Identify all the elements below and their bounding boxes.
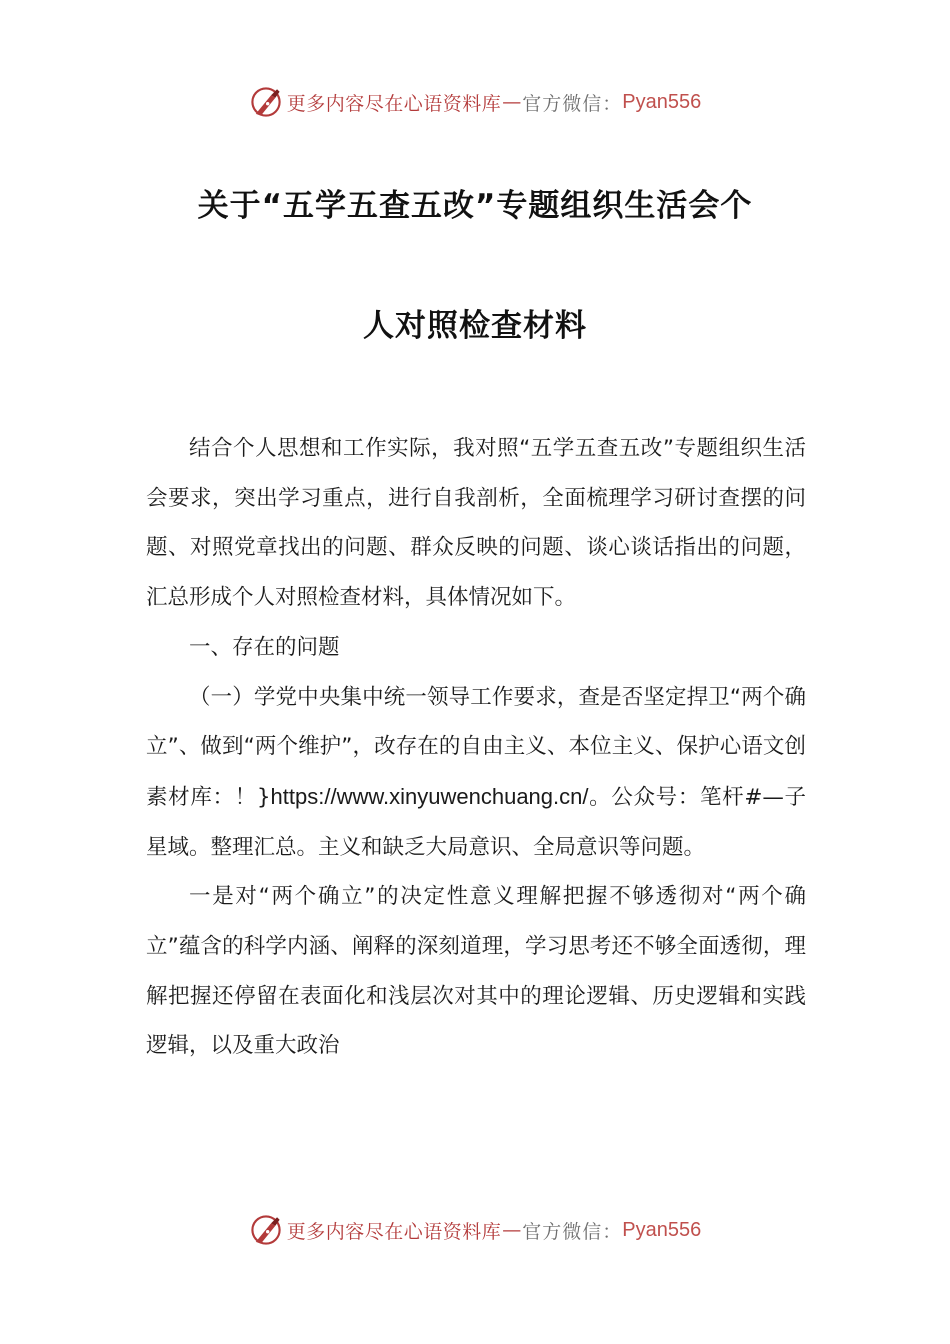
watermark-subtitle: 官方微信： [522,92,623,115]
watermark-subtitle: 官方微信： [522,1220,623,1243]
pen-nib-logo-icon [249,1213,283,1247]
item-1-text-part-1: （一）学党中央集中统一领导工作要求，查是否坚定捍卫“两个确立”、做到“两个维护”，改存在的自由主义、本位主义、保护心语文创素材库：！} [146,684,806,810]
watermark-wechat-id: Pyan556 [622,90,702,113]
item-1-paragraph [146,673,806,873]
pen-nib-logo-icon [249,85,283,119]
item-1-text-part-2: 。公众号：笔杆#—子星域。整理汇总。主义和缺乏大局意识、全局意识等问题。 [146,784,807,860]
intro-paragraph: 结合个人思想和工作实际，我对照“五学五查五改”专题组织生活会要求，突出学习重点，进行自我剖析，全面梳理学习研讨查摆的问题、对照党章找出的问题、群众反映的问题、谈心谈话指出的问题，汇总形成个人对照检查材料，具体情况如下。 [146,436,806,611]
header-watermark [0,82,950,122]
section-heading-problems: 一、存在的问题 [189,634,340,660]
document-body [146,424,806,1071]
document-title-line-2: 人对照检查材料 [363,308,587,344]
watermark-dash: — [502,91,522,113]
watermark-title: 更多内容尽在心语资料库 [286,92,502,115]
watermark-wechat-id: Pyan556 [622,1218,702,1241]
watermark-dash: — [502,1219,522,1241]
watermark-title: 更多内容尽在心语资料库 [286,1220,502,1243]
point-1-paragraph: 一是对“两个确立”的决定性意义理解把握不够透彻对“两个确立”蕴含的科学内涵、阐释的深刻道理，学习思考还不够全面透彻，理解把握还停留在表面化和浅层次对其中的理论逻辑、历史逻辑和实践逻辑，以及重大政治 [146,884,806,1059]
footer-watermark [0,1210,950,1250]
item-1-url: https://www.xinyuwenchuang.cn/ [270,783,589,809]
document-title-line-1: 关于“五学五查五改”专题组织生活会个 [197,188,753,224]
